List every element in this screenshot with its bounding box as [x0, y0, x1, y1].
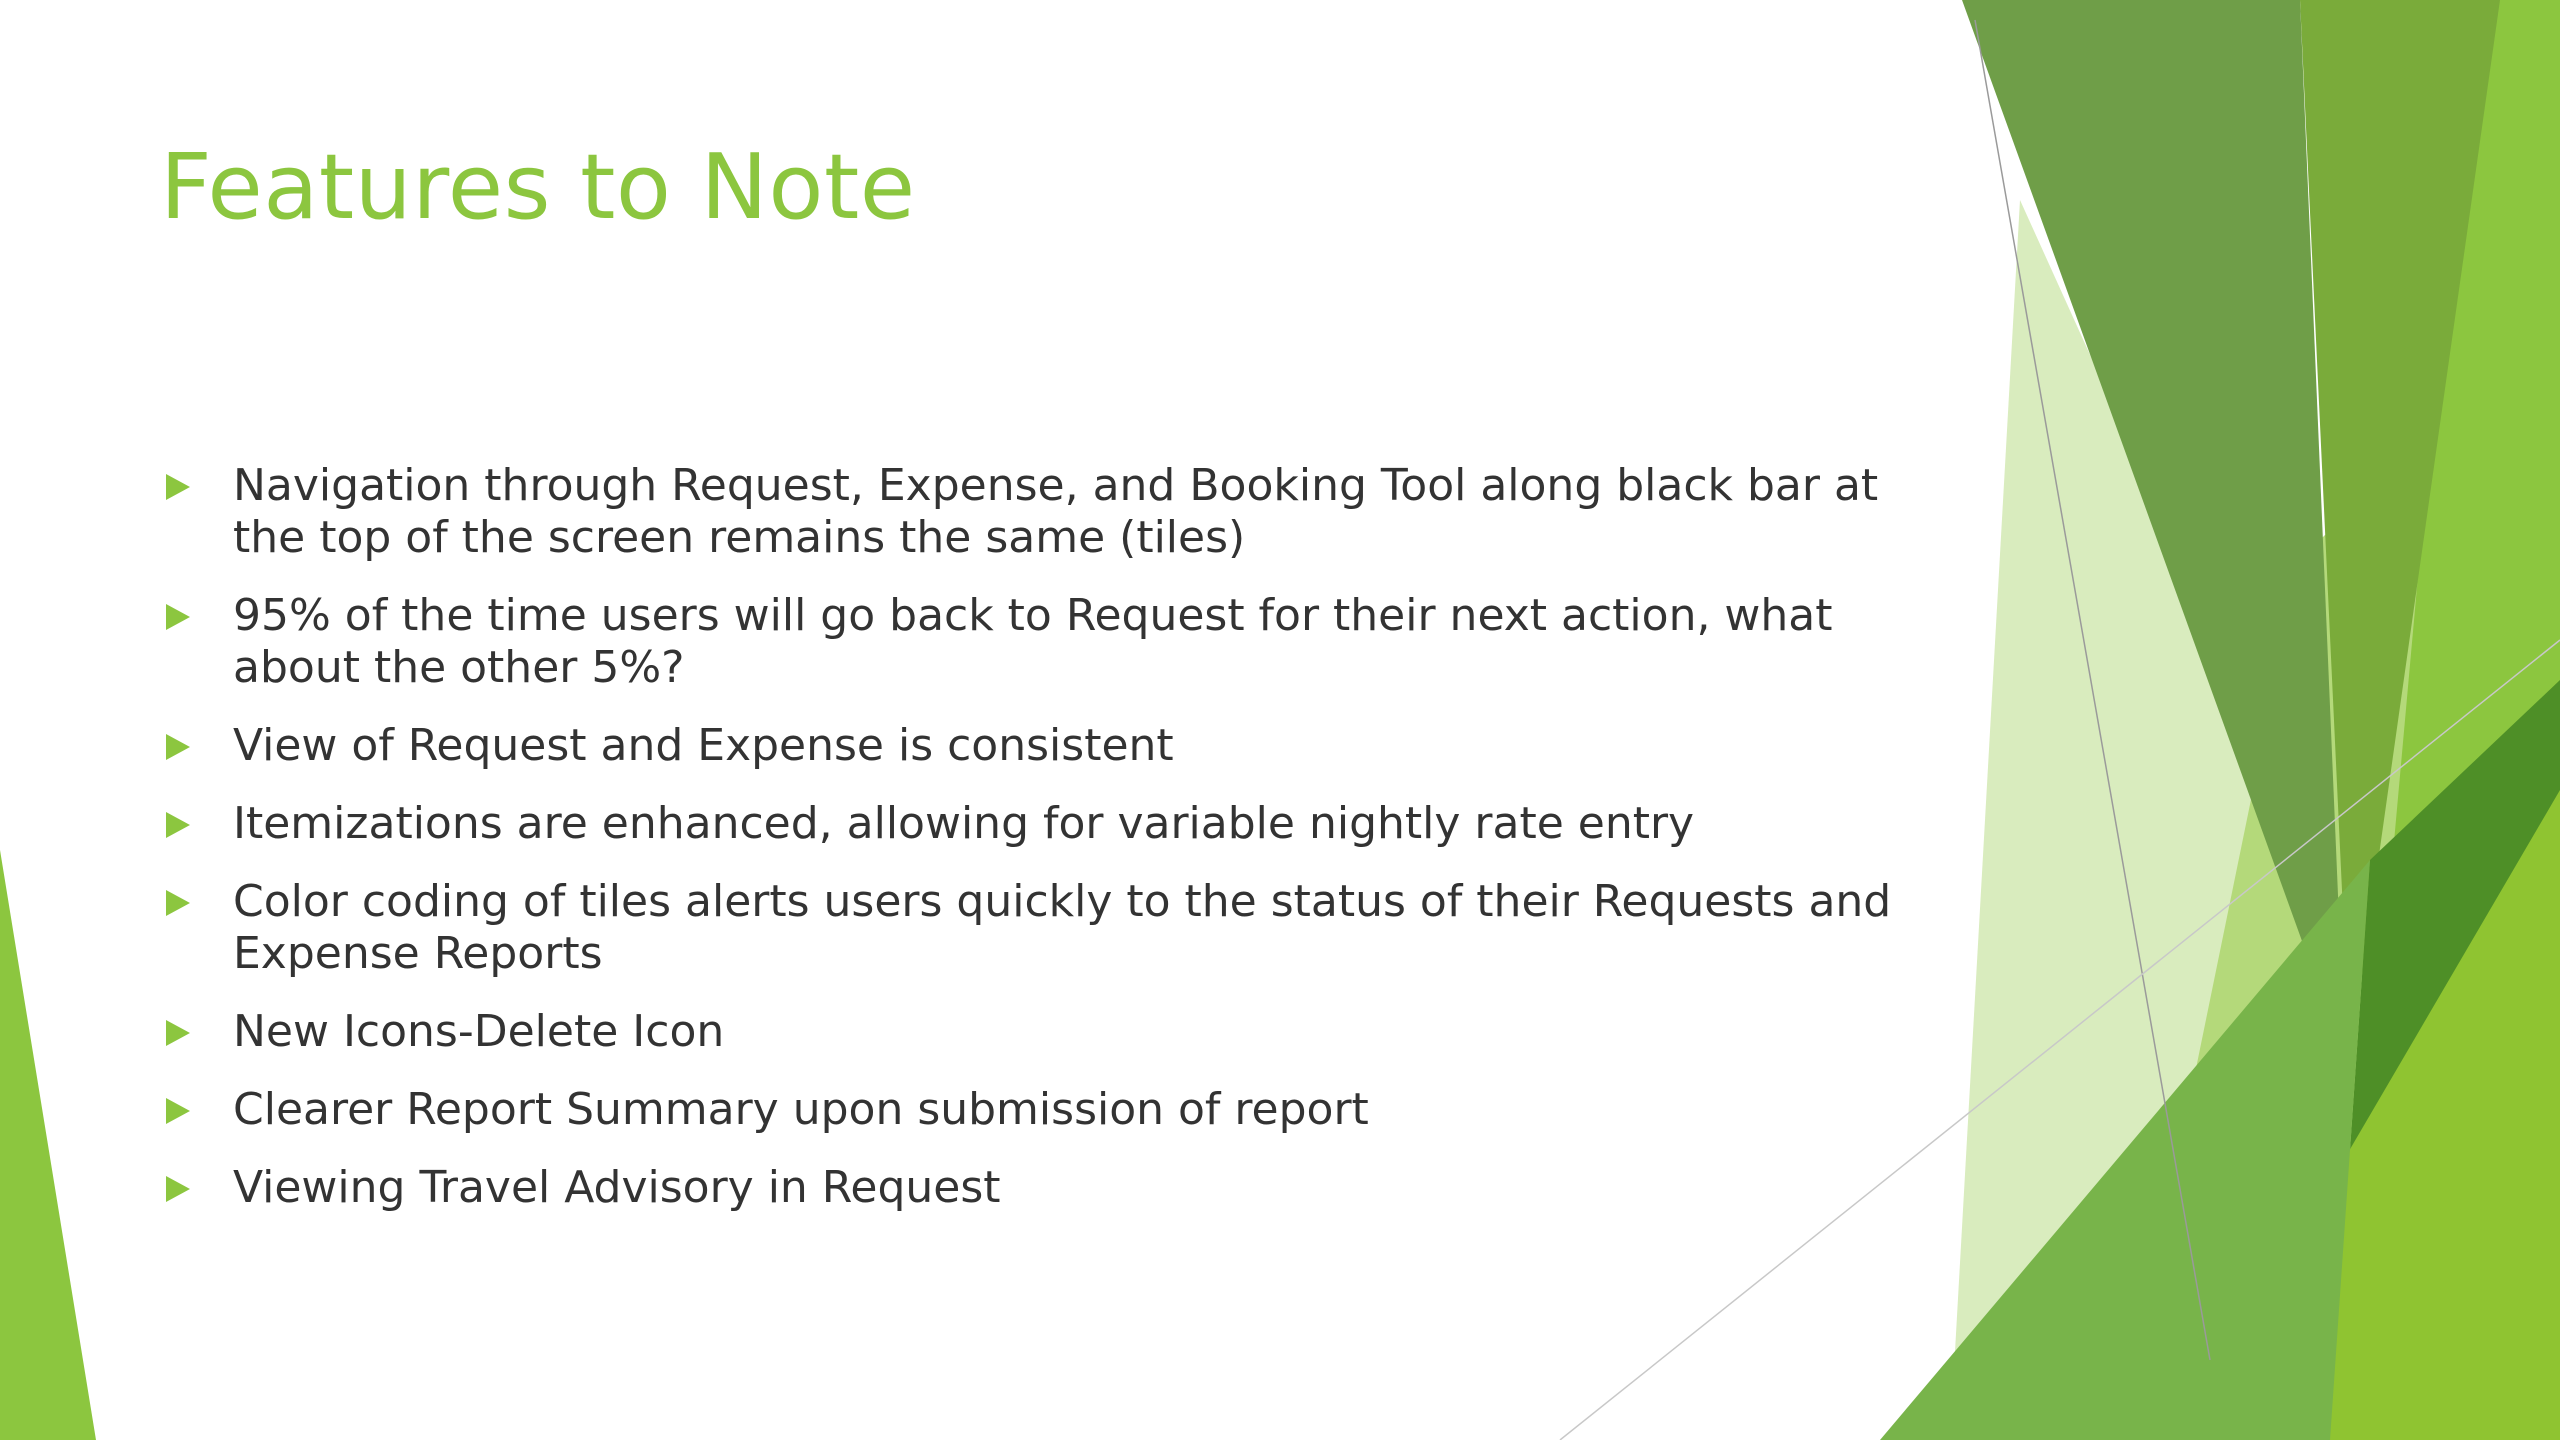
list-item: [160, 798, 1940, 850]
bullet-text: Navigation through Request, Expense, and Booking Tool along black bar at the top of the screen remains the same (tiles): [233, 460, 1879, 563]
triangle-right-icon: [166, 474, 190, 500]
triangle-right-icon: [166, 1176, 190, 1202]
bullet-text: Color coding of tiles alerts users quickly to the status of their Requests and Expense Reports: [233, 876, 1892, 979]
list-item: [160, 1162, 1940, 1214]
bullet-text: 95% of the time users will go back to Request for their next action, what about the other 5%?: [233, 590, 1833, 693]
bullet-text: Clearer Report Summary upon submission of report: [233, 1084, 1369, 1135]
list-item: [160, 590, 1940, 694]
list-item: [160, 460, 1940, 564]
triangle-right-icon: [166, 734, 190, 760]
triangle-right-icon: [166, 1020, 190, 1046]
list-item: [160, 1084, 1940, 1136]
bullet-text: Viewing Travel Advisory in Request: [233, 1162, 1001, 1213]
list-item: [160, 720, 1940, 772]
triangle-right-icon: [166, 890, 190, 916]
triangle-right-icon: [166, 604, 190, 630]
triangle-right-icon: [166, 812, 190, 838]
bullet-text: Itemizations are enhanced, allowing for variable nightly rate entry: [233, 798, 1695, 849]
slide-title: Features to Note: [160, 135, 916, 240]
bullet-text: View of Request and Expense is consistent: [233, 720, 1174, 771]
left-edge-shape: [0, 850, 96, 1440]
triangle-right-icon: [166, 1098, 190, 1124]
list-item: [160, 1006, 1940, 1058]
list-item: [160, 876, 1940, 980]
bullet-text: New Icons-Delete Icon: [233, 1006, 725, 1057]
bullet-list: [160, 460, 1940, 1240]
